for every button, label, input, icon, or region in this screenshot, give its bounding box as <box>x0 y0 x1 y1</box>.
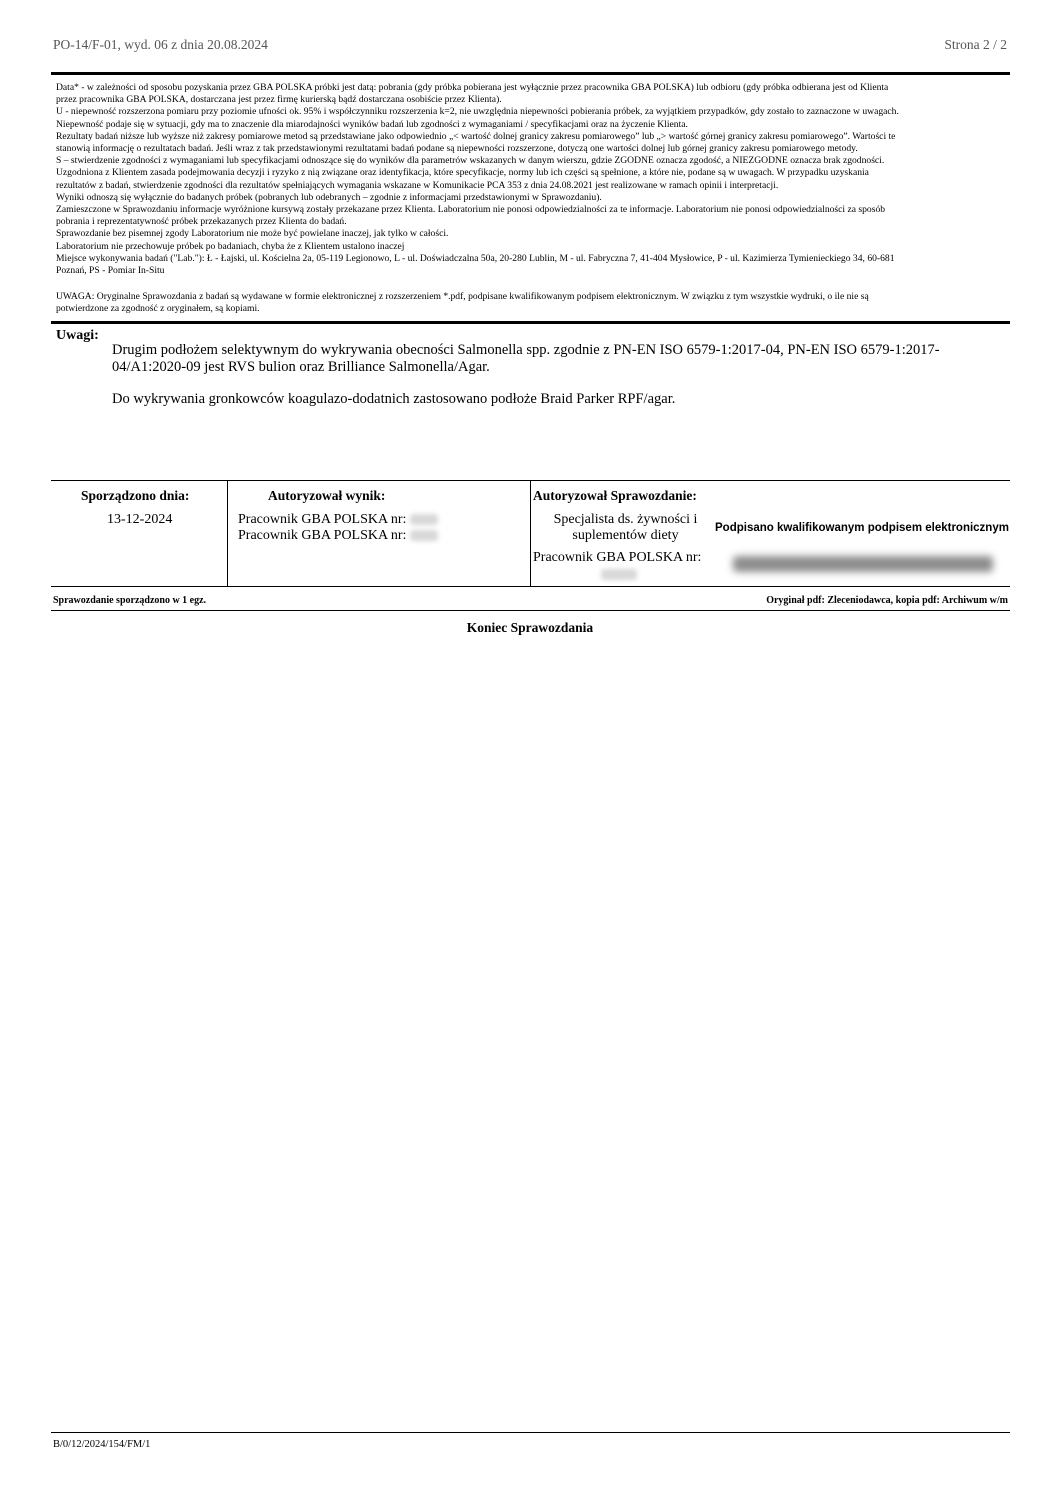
redacted-number <box>601 569 637 580</box>
report-title: Autoryzował Sprawozdanie: <box>533 488 697 503</box>
footer-rule <box>51 1432 1010 1433</box>
e-signature-label: Podpisano kwalifikowanym podpisem elektronicznym <box>715 522 1009 534</box>
result-title: Autoryzował wynik: <box>268 488 386 503</box>
copies-distribution: Oryginał pdf: Zleceniodawca, kopia pdf: Archiwum w/m <box>766 595 1008 606</box>
note-line: S – stwierdzenie zgodności z wymaganiami lub specyfikacjami odnoszące się do wyników dla parametrów wskazanych w danym wierszu, gdzie ZGODNE oznacza zgodość, a NIEZGODNE oznacza brak zgodności. <box>56 155 885 167</box>
copies-count: Sprawozdanie sporządzono w 1 egz. <box>53 595 207 606</box>
form-id: PO-14/F-01, wyd. 06 z dnia 20.08.2024 <box>53 37 268 52</box>
result-employee-label: Pracownik GBA POLSKA nr: <box>238 528 407 543</box>
note-line: Data* - w zależności od sposobu pozyskania przez GBA POLSKA próbki jest datą: pobrania (gdy próbka pobierana jest wyłącznie przez pracownika GBA POLSKA) lub odbioru (gdy próbka odbierana jest od Klienta <box>56 82 889 93</box>
signature-table <box>51 480 1010 587</box>
result-employee-2 <box>238 528 438 544</box>
result-employee-1 <box>238 512 438 528</box>
note-line: Miejsce wykonywania badań ("Lab."): Ł - Łajski, ul. Kościelna 2a, 05-119 Legionowo, L - ul. Doświadczalna 50a, 20-280 Lublin, M - ul. Fabryczna 7, 41-404 Mysłowice, P - ul. Kazimierza Tymienieckiego 34, 60-681 <box>56 252 895 264</box>
note-line: Laboratorium nie przechowuje próbek po badaniach, chyba że z Klientem ustalono inaczej <box>56 240 405 252</box>
end-of-report: Koniec Sprawozdania <box>466 620 594 635</box>
notice-line: UWAGA: Oryginalne Sprawozdania z badań są wydawane w formie elektronicznej z rozszerzeniem *.pdf, podpisane kwalifikowanym podpisem elektronicznym. W związku z tym wszystkie wydruki, o ile nie są <box>56 291 869 302</box>
remarks-body <box>112 342 942 423</box>
notes-rule <box>51 321 1010 324</box>
page-number: Strona 2 / 2 <box>944 37 1007 52</box>
prepared-title: Sporządzono dnia: <box>81 488 190 503</box>
notice-line: potwierdzone za zgodność z oryginałem, są kopiami. <box>56 303 260 315</box>
report-role-line: Specjalista ds. żywności i <box>553 512 698 527</box>
note-line: Wyniki odnoszą się wyłącznie do badanych próbek (pobranych lub odebranych – zgodnie z informacjami przedstawionymi w Sprawozdaniu). <box>56 191 602 203</box>
note-line: Rezultaty badań niższe lub wyższe niż zakresy pomiarowe metod są przedstawiane jako odpowiednio „< wartość dolnej granicy zakresu pomiarowego” lub „> wartość górnej granicy zakresu pomiarowego”. Wartości te <box>56 130 896 142</box>
prepared-date: 13-12-2024 <box>107 512 173 527</box>
note-line: Niepewność podaje się w sytuacji, gdy ma to znaczenie dla miarodajności wyników badań lub zgodności z wymaganiami / specyfikacjami oraz na życzenie Klienta. <box>56 118 688 130</box>
report-employee: Pracownik GBA POLSKA nr: <box>533 550 702 565</box>
note-line: stanowią informację o rezultatach badań. Jeśli wraz z tak przedstawionymi rezultatami badań podane są niepewności rozszerzone, dotyczą one wartości dolnej lub górnej granicy zakresu pomiarowego metody. <box>56 143 858 155</box>
note-line: przez pracownika GBA POLSKA, dostarczana jest przez firmę kurierską bądź dostarczana osobiście przez Klienta). <box>56 94 502 106</box>
result-employee-label: Pracownik GBA POLSKA nr: <box>238 512 407 527</box>
note-line: Poznań, PS - Pomiar In-Situ <box>56 265 165 277</box>
redacted-number <box>410 530 438 541</box>
header-rule <box>51 72 1010 75</box>
original-copy-notice <box>56 291 1000 315</box>
table-divider <box>227 481 228 586</box>
note-line: U - niepewność rozszerzona pomiaru przy poziomie ufności ok. 95% i współczynniku rozszerzenia k=2, nie uwzględnia niepewności pobierania próbek, za wyjątkiem przypadków, gdy zostało to zaznaczone w uwagach. <box>56 106 899 118</box>
note-line: Uzgodniona z Klientem zasada podejmowania decyzji i ryzyko z nią związane oraz identyfikacja, które specyfikacje, normy lub ich części są spełnione, a które nie, podane są w uwagach. W przypadku uzyskania <box>56 167 869 179</box>
remarks-title: Uwagi: <box>56 328 99 343</box>
remark-paragraph: Do wykrywania gronkowców koagulazo-dodatnich zastosowano podłoże Braid Parker RPF/agar. <box>112 391 676 407</box>
note-line: rezultatów z badań, stwierdzenie zgodności dla rezultatów spełniających wymagania wskazane w Komunikacie PCA 353 z dnia 24.08.2021 jest realizowane w ramach opinii i interpretacji. <box>56 179 779 191</box>
note-line: pobrania i reprezentatywność próbek przekazanych przez Klienta do badań. <box>56 216 347 228</box>
note-line: Zamieszczone w Sprawozdaniu informacje wyróżnione kursywą zostały przekazane przez Klienta. Laboratorium nie ponosi odpowiedzialności za te informacje. Laboratorium nie ponosi odpowiedzialności za sposób <box>56 204 886 216</box>
report-role <box>533 512 718 544</box>
note-line: Sprawozdanie bez pisemnej zgody Laboratorium nie może być powielane inaczej, jak tylko w całości. <box>56 228 449 240</box>
legend-notes <box>56 82 1000 277</box>
report-role-line: suplementów diety <box>572 528 679 543</box>
table-divider <box>530 481 531 586</box>
redacted-number <box>410 514 438 525</box>
document-code: B/0/12/2024/154/FM/1 <box>53 1439 151 1450</box>
copies-rule <box>51 610 1010 611</box>
redacted-signature <box>733 556 993 572</box>
remark-paragraph: Drugim podłożem selektywnym do wykrywania obecności Salmonella spp. zgodnie z PN-EN ISO 6579-1:2017-04, PN-EN ISO 6579-1:2017-04/A1:2020-09 jest RVS bulion oraz Brilliance Salmonella/Agar. <box>112 342 940 375</box>
